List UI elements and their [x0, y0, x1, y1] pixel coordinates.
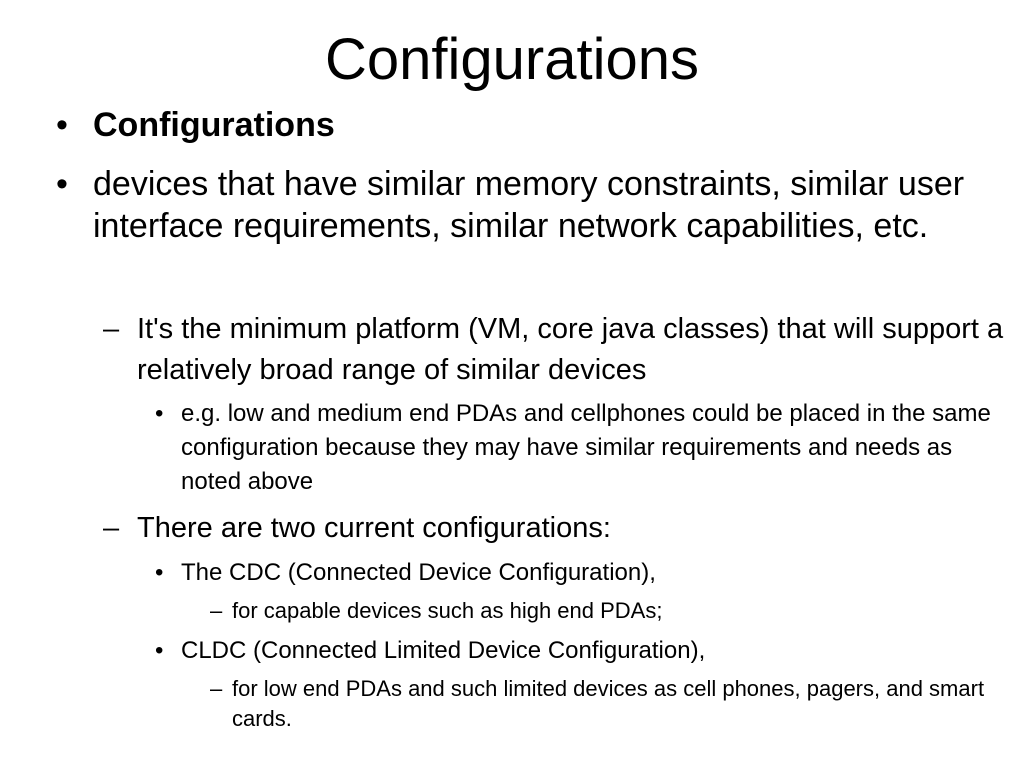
level4-cdc-detail	[210, 596, 1000, 626]
level4-text: for capable devices such as high end PDAs;	[232, 598, 663, 623]
bullet-marker: •	[56, 165, 68, 203]
subsubbullet-example	[155, 397, 1000, 499]
subbullet-two-configurations	[103, 508, 1013, 549]
subsubbullet-text: e.g. low and medium end PDAs and cellphones could be placed in the same configuration because they may have similar requirements and needs as noted above	[181, 400, 991, 495]
dash-marker: –	[210, 676, 223, 701]
dash-marker: –	[103, 512, 120, 544]
bullet-text: devices that have similar memory constraints, similar user interface requirements, similar network capabilities, etc.	[93, 165, 965, 245]
dash-marker: –	[103, 313, 120, 345]
bullet-text: Configurations	[93, 106, 335, 144]
subbullet-minimum-platform	[103, 309, 1013, 391]
subsubbullet-cldc	[155, 634, 1000, 668]
bullet-devices	[56, 163, 996, 247]
bullet-marker: •	[155, 637, 164, 664]
subbullet-text: It's the minimum platform (VM, core java classes) that will support a relatively broad range of similar devices	[137, 313, 1004, 386]
level4-cldc-detail	[210, 674, 1000, 734]
subsubbullet-cdc	[155, 556, 1000, 590]
subsubbullet-text: CLDC (Connected Limited Device Configuration),	[181, 637, 706, 664]
subbullet-text: There are two current configurations:	[137, 512, 611, 544]
bullet-marker: •	[56, 106, 68, 144]
level4-text: for low end PDAs and such limited devices as cell phones, pagers, and smart cards.	[232, 676, 985, 731]
dash-marker: –	[210, 598, 223, 623]
slide-title: Configurations	[325, 27, 699, 92]
bullet-configurations	[56, 104, 996, 146]
bullet-marker: •	[155, 400, 164, 427]
bullet-marker: •	[155, 559, 164, 586]
subsubbullet-text: The CDC (Connected Device Configuration),	[181, 559, 656, 586]
